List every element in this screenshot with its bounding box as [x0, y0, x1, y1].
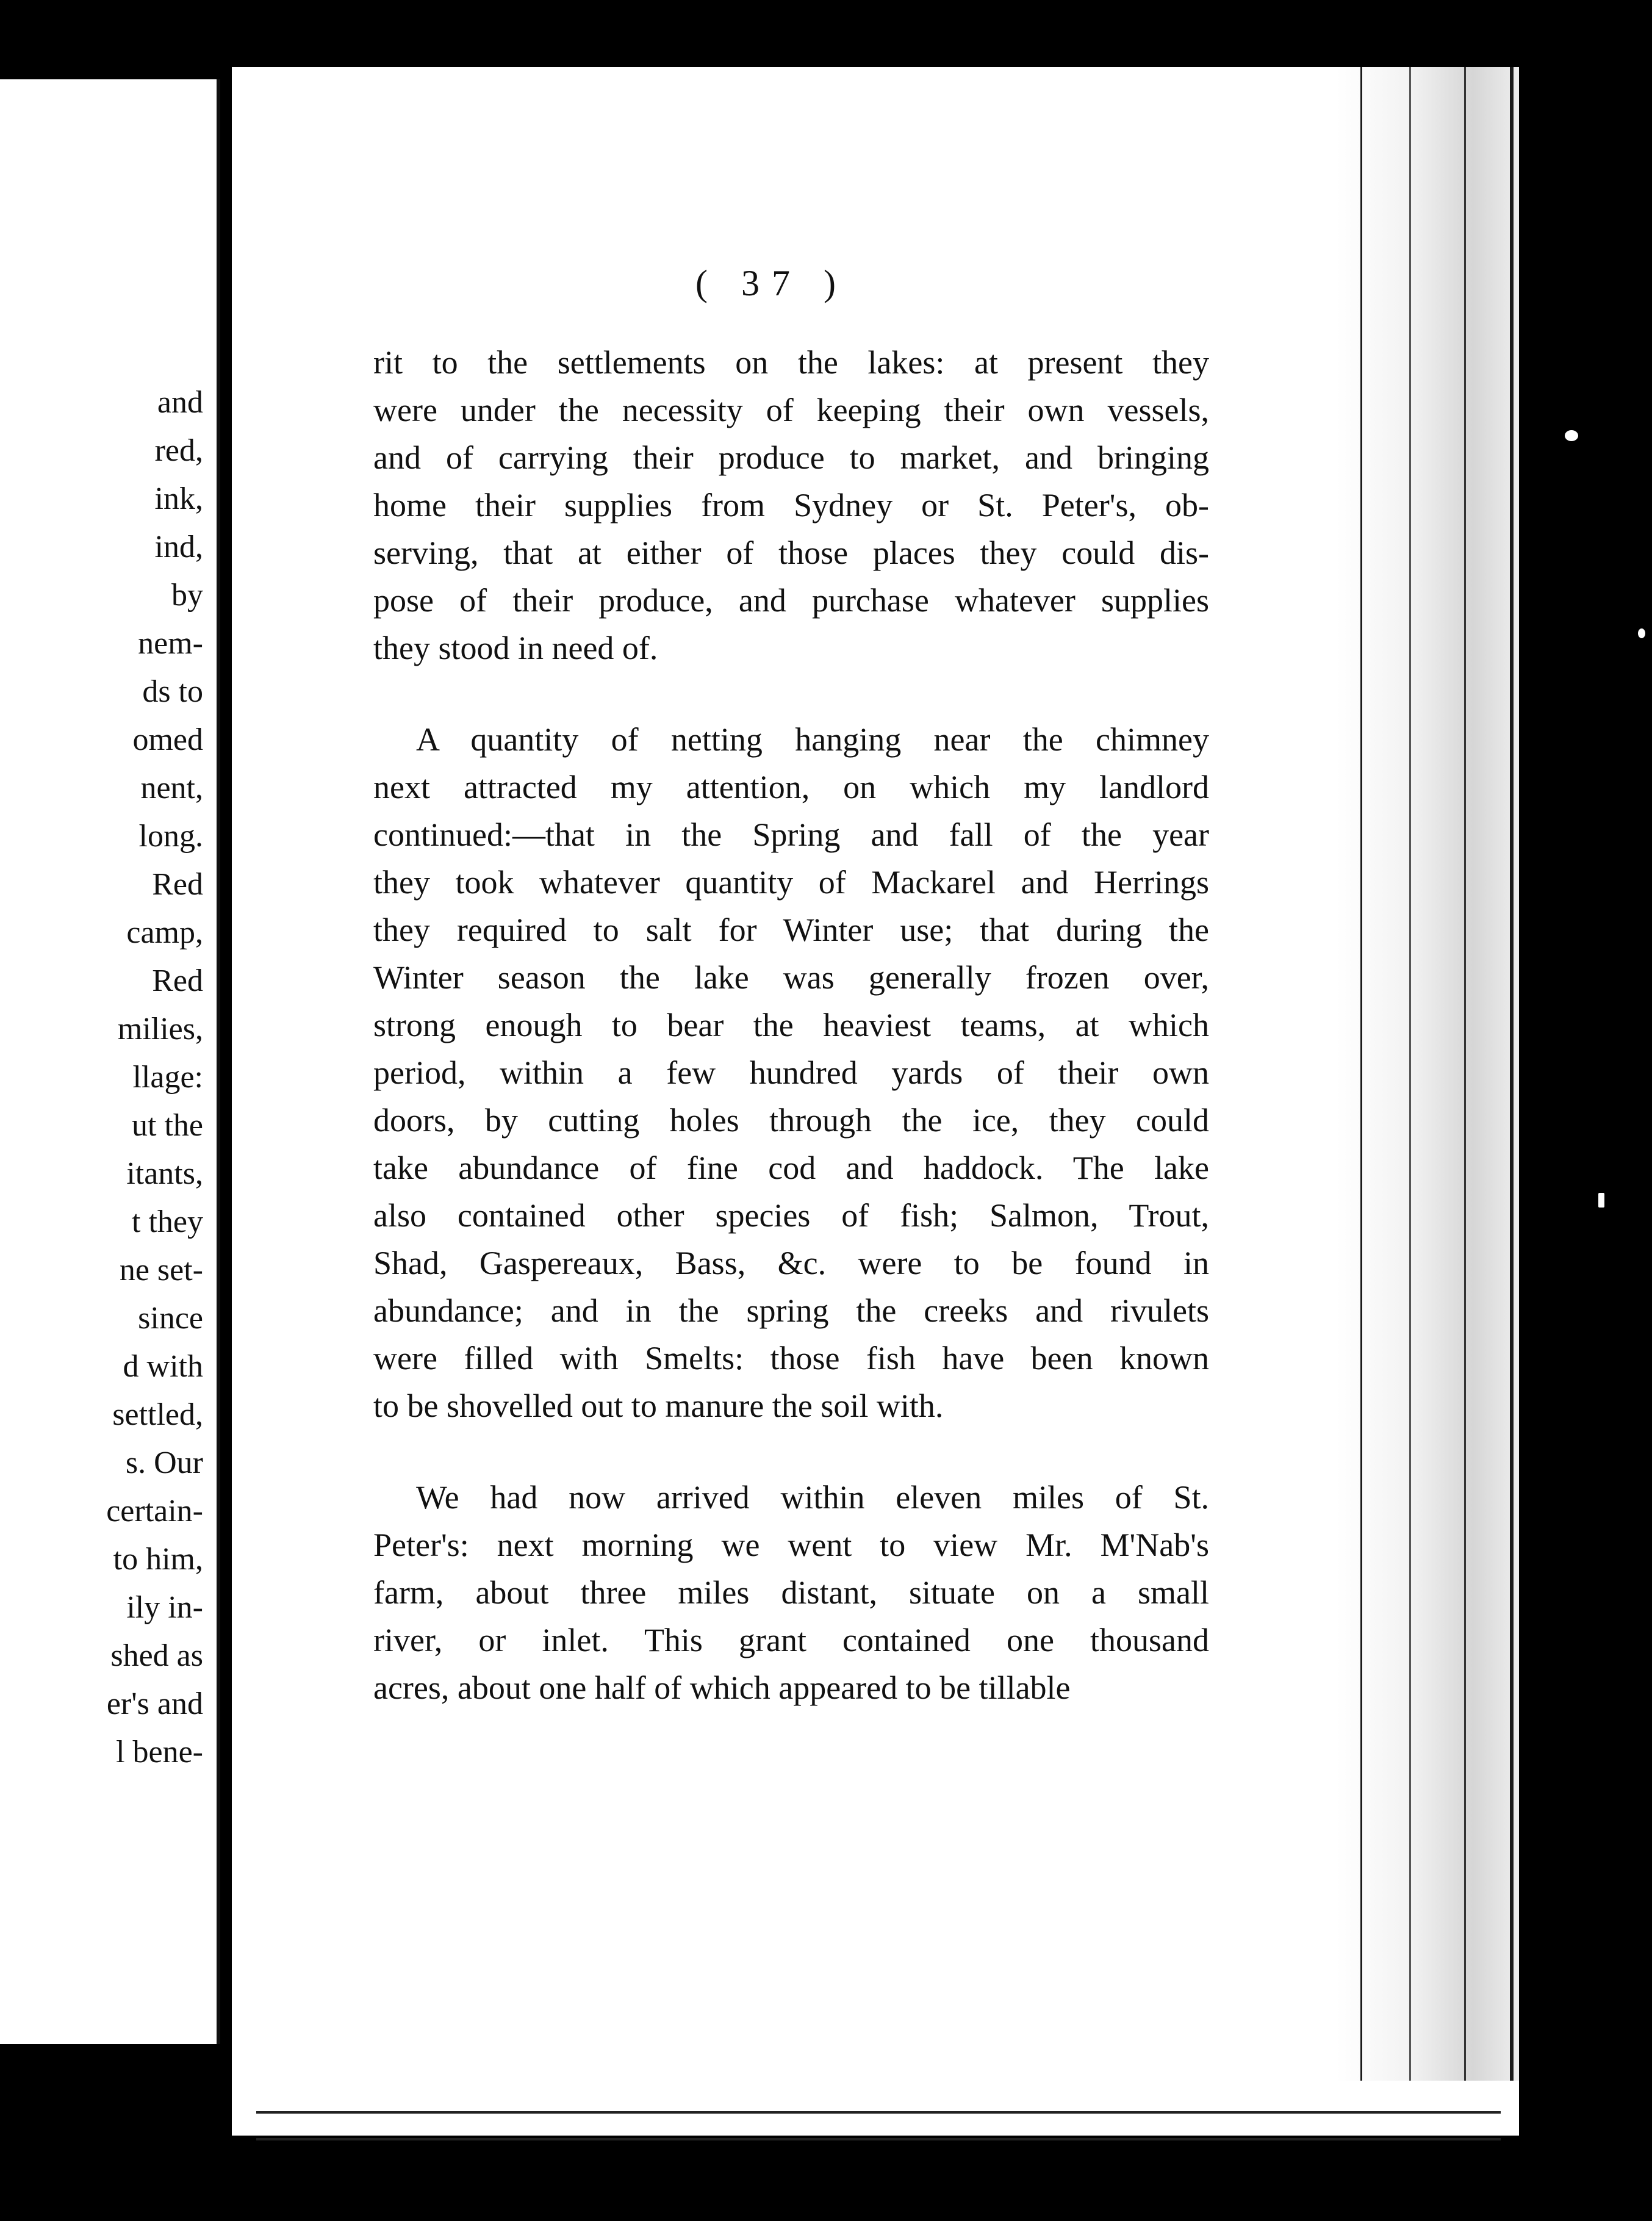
body-text: [373, 339, 1209, 1712]
text-line: rit to the settlements on the lakes: at present they: [373, 344, 1209, 381]
page-number: ( 37 ): [695, 263, 848, 303]
left-page-line: red,: [154, 433, 203, 468]
text-line: serving, that at either of those places they could dis-: [373, 535, 1209, 571]
text-line: home their supplies from Sydney or St. Peter's, ob-: [373, 487, 1209, 524]
text-line: river, or inlet. This grant contained one thousand: [373, 1622, 1209, 1658]
left-page-line: and: [157, 385, 203, 420]
left-page-line: ds to: [142, 674, 203, 709]
paragraph: [373, 716, 1209, 1430]
left-page-line: er's and: [106, 1686, 203, 1721]
left-page-line: settled,: [112, 1397, 203, 1432]
text-line: Winter season the lake was generally frozen over,: [373, 959, 1209, 996]
text-line: also contained other species of fish; Salmon, Trout,: [373, 1197, 1209, 1234]
left-page-line: long.: [138, 819, 203, 854]
text-line: acres, about one half of which appeared to be tillable: [373, 1669, 1071, 1706]
text-line: farm, about three miles distant, situate on a small: [373, 1574, 1209, 1611]
page-edge: [1336, 67, 1519, 2081]
text-line: We had now arrived within eleven miles of St.: [416, 1479, 1209, 1516]
left-page-line: t they: [132, 1204, 203, 1239]
text-line: continued:—that in the Spring and fall of the year: [373, 816, 1209, 853]
text-line: were under the necessity of keeping their own vessels,: [373, 392, 1209, 428]
text-line: pose of their produce, and purchase whatever supplies: [373, 582, 1209, 619]
text-line: and of carrying their produce to market, and bringing: [373, 439, 1209, 476]
left-page-line: milies,: [117, 1012, 203, 1046]
text-line: were filled with Smelts: those fish have been known: [373, 1340, 1209, 1377]
page-bottom-edge: [256, 2111, 1501, 2140]
left-page-line: nent,: [140, 771, 203, 805]
text-line: next attracted my attention, on which my landlord: [373, 769, 1209, 805]
left-page-line: ind,: [154, 530, 203, 564]
text-line: to be shovelled out to manure the soil with.: [373, 1388, 944, 1424]
left-page-line: l bene-: [116, 1735, 203, 1769]
left-page-line: shed as: [110, 1638, 203, 1673]
left-page-line: by: [171, 578, 203, 613]
left-page-line: since: [138, 1301, 203, 1336]
left-page-line: s. Our: [125, 1445, 203, 1480]
speck: [1638, 628, 1645, 638]
speck: [1565, 430, 1578, 441]
text-line: strong enough to bear the heaviest teams, at which: [373, 1007, 1209, 1043]
text-line: period, within a few hundred yards of their own: [373, 1054, 1209, 1091]
speck: [1598, 1193, 1604, 1208]
text-line: A quantity of netting hanging near the chimney: [416, 721, 1209, 758]
text-line: take abundance of fine cod and haddock. The lake: [373, 1150, 1209, 1186]
left-page-line: camp,: [126, 915, 203, 950]
text-line: they required to salt for Winter use; that during the: [373, 912, 1209, 948]
left-page: [0, 79, 220, 2044]
left-page-line: ink,: [154, 481, 203, 516]
left-page-line: ily in-: [126, 1590, 203, 1625]
text-line: Shad, Gaspereaux, Bass, &c. were to be found in: [373, 1245, 1209, 1281]
paragraph: [373, 1474, 1209, 1712]
left-page-line: llage:: [132, 1060, 203, 1095]
paragraph: [373, 339, 1209, 672]
left-page-line: certain-: [106, 1494, 203, 1528]
left-page-line: d with: [123, 1349, 203, 1384]
text-line: Peter's: next morning we went to view Mr. M'Nab's: [373, 1527, 1209, 1563]
text-line: abundance; and in the spring the creeks and rivulets: [373, 1292, 1209, 1329]
left-page-line: Red: [152, 867, 203, 902]
text-line: they stood in need of.: [373, 630, 658, 666]
text-line: they took whatever quantity of Mackarel and Herrings: [373, 864, 1209, 901]
left-page-line: ut the: [132, 1108, 203, 1143]
left-page-line: nem-: [138, 626, 203, 661]
left-page-line: itants,: [126, 1156, 203, 1191]
left-page-line: Red: [152, 963, 203, 998]
left-page-line: omed: [132, 722, 203, 757]
left-page-line: ne set-: [119, 1253, 203, 1287]
left-page-line: to him,: [113, 1542, 203, 1577]
text-line: doors, by cutting holes through the ice, they could: [373, 1102, 1209, 1139]
